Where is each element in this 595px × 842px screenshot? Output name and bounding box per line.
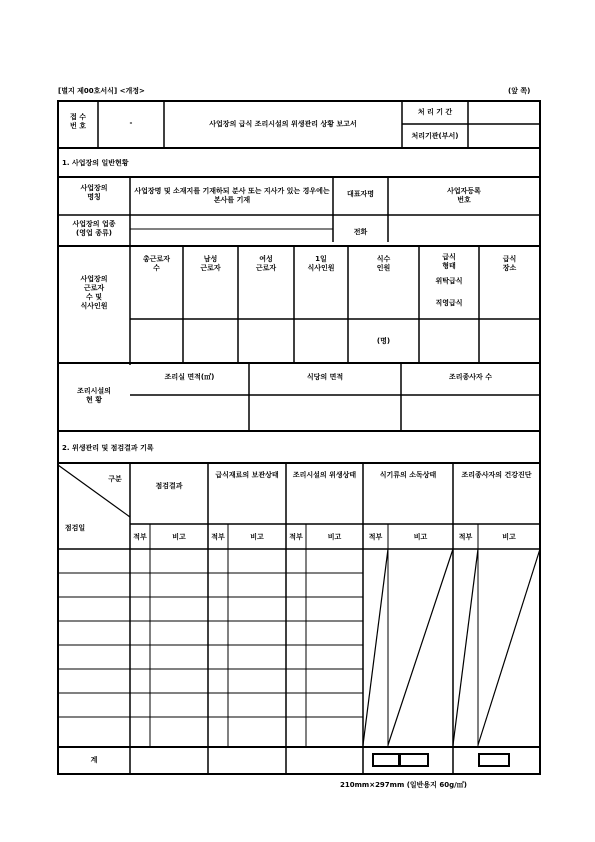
total-field-storage[interactable] (478, 753, 510, 767)
col-group-health: 조리종사자의 건강진단 (461, 471, 532, 479)
paper-size-note: 210mm×297mm (일반용지 60g/㎡) (340, 781, 467, 789)
total-field-health[interactable] (399, 753, 429, 767)
workers-col-female: 여성 근로자 (255, 255, 277, 272)
total-field-utensil[interactable] (372, 753, 400, 767)
sub-fit-3: 적부 (289, 533, 303, 541)
sub-note-5: 비고 (502, 533, 516, 541)
sub-fit-4: 적부 (368, 533, 383, 541)
sub-note-1: 비고 (172, 533, 186, 541)
diagonal-bottom-label: 점검일 (64, 524, 86, 532)
section1-heading: 1. 사업장의 일반현황 (62, 159, 129, 167)
form-number: [별지 제00호서식] <개정> (58, 87, 145, 95)
kitchen-col-dining: 식당의 면적 (306, 373, 344, 381)
sub-note-2: 비고 (250, 533, 264, 541)
diners-unit: (명) (376, 337, 391, 345)
workers-col-place: 급식 장소 (502, 255, 517, 272)
col-group-storage: 급식재료의 보관상태 (215, 471, 279, 479)
sub-note-3: 비고 (327, 533, 342, 541)
process-period-label: 처 리 기 간 (417, 108, 453, 116)
kitchen-label: 조리시설의 현 황 (77, 387, 111, 404)
col-group-facility: 조리시설의 위생상태 (292, 471, 357, 479)
processing-agency-label: 처리기관(부서) (411, 132, 459, 140)
receipt-number-value[interactable]: - (129, 119, 133, 127)
receipt-number-label: 접 수 번 호 (70, 113, 86, 130)
workers-col-male: 남성 근로자 (200, 255, 221, 272)
workers-label: 사업장의 근로자 수 및 식사인원 (80, 275, 108, 310)
business-registration-label: 사업자등록 번호 (447, 187, 481, 204)
report-form (58, 87, 540, 775)
col-group-utensil: 식기류의 소독상태 (379, 471, 437, 479)
sub-note-4: 비고 (413, 533, 428, 541)
kitchen-col-staff: 조리종사자 수 (448, 373, 492, 381)
business-type-label: 사업장의 업종 (영업 종류) (72, 220, 116, 237)
sub-fit-5: 적부 (458, 533, 473, 541)
total-label: 계 (90, 756, 98, 764)
workers-col-meals: 1일 식사인원 (307, 255, 335, 272)
sub-fit-2: 적부 (211, 533, 225, 541)
workers-col-diners: 식수 인원 (376, 255, 391, 272)
workers-col-meal-type: 급식 형태 (442, 253, 456, 270)
form-title: 사업장의 급식 조리시설의 위생관리 상황 보고서 (209, 120, 357, 128)
representative-label: 대표자명 (346, 190, 375, 198)
kitchen-col-area: 조리실 면적(㎡) (164, 373, 215, 381)
page-reference: (앞 쪽) (508, 87, 531, 95)
col-group-result: 점검결과 (155, 482, 183, 490)
workplace-name-label: 사업장의 명칭 (80, 184, 108, 201)
section2-heading: 2. 위생관리 및 점검결과 기록 (62, 444, 154, 452)
workers-sub-outsourced: 위탁급식 (435, 277, 463, 285)
diagonal-top-label: 구분 (108, 475, 122, 483)
workers-col-total: 총근로자 수 (142, 255, 171, 272)
workers-sub-direct: 직영급식 (435, 299, 463, 307)
phone-label: 전화 (353, 228, 368, 236)
workplace-name-value[interactable]: 사업장명 및 소재지를 기재하되 분사 또는 지사가 있는 경우에는 본사를 기재 (134, 187, 330, 204)
sub-fit-1: 적부 (133, 533, 147, 541)
